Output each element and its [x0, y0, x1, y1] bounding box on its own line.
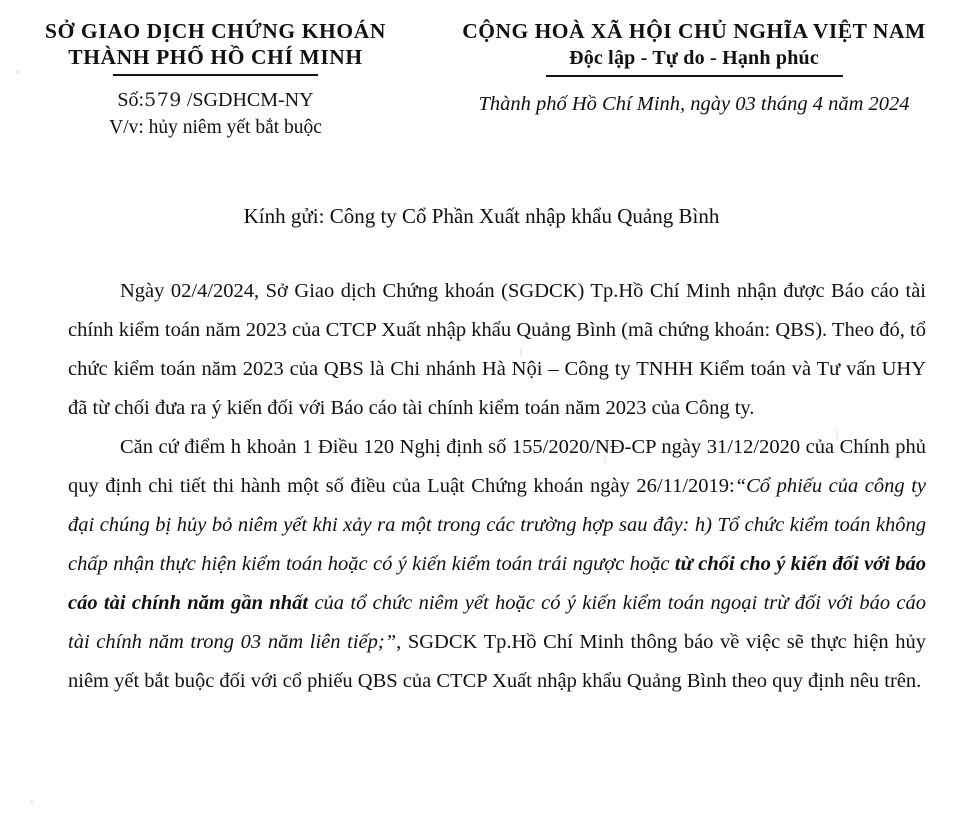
quoted-regulation-emphasis: từ chối cho ý kiến đối với báo cáo tài chính năm gần nhất — [68, 553, 926, 614]
scan-artifact — [30, 800, 33, 803]
organization-name-line1: SỞ GIAO DỊCH CHỨNG KHOÁN — [45, 19, 386, 43]
document-body — [68, 272, 926, 701]
national-motto: Độc lập - Tự do - Hạnh phúc — [569, 47, 819, 69]
document-number-suffix: /SGDHCM-NY — [186, 89, 314, 111]
document-header — [0, 0, 963, 150]
recipient-line: Kính gửi: Công ty Cổ Phần Xuất nhập khẩu Quảng Bình — [243, 204, 720, 228]
document-number-value: 579 — [144, 89, 182, 111]
quoted-regulation-opening: “Cổ phiếu của công ty đại chúng bị hủy bỏ niêm yết khi xảy ra một trong các trường hợp sau đây: h) Tổ chức kiểm toán không chấp nhận thực hiện kiểm toán hoặc có ý kiến kiểm toán trái ngược hoặc — [68, 475, 926, 575]
header-divider-left — [113, 74, 318, 76]
body-paragraph-2 — [68, 428, 926, 701]
paragraph-2-lead-text: Căn cứ điểm h khoản 1 Điều 120 Nghị định số 155/2020/NĐ-CP ngày 31/12/2020 của Chính phủ quy định chi tiết thi hành một số điều của Luật Chứng khoán ngày 26/11/2019: — [68, 436, 926, 497]
document-number-line — [8, 87, 423, 114]
body-paragraph-1: Ngày 02/4/2024, Sở Giao dịch Chứng khoán (SGDCK) Tp.Hồ Chí Minh nhận được Báo cáo tài chính kiểm toán năm 2023 của CTCP Xuất nhập khẩu Quảng Bình (mã chứng khoán: QBS). Theo đó, tổ chức kiểm toán năm 2023 của QBS là Chi nhánh Hà Nội – Công ty TNHH Kiểm toán và Tư vấn UHY đã từ chối đưa ra ý kiến đối với Báo cáo tài chính kiểm toán năm 2023 của Công ty. — [68, 280, 926, 419]
document-subject-line — [8, 114, 423, 141]
subject-label: V/v: — [109, 117, 144, 138]
subject-text: hủy niêm yết bắt buộc — [148, 117, 322, 138]
national-heading-block — [430, 18, 958, 118]
issuing-organization-block — [8, 18, 423, 141]
paragraph-2-trailing-text: , SGDCK Tp.Hồ Chí Minh thông báo về việc sẽ thực hiện hủy niêm yết bắt buộc đối với cổ phiếu QBS của CTCP Xuất nhập khẩu Quảng Bình theo quy định nêu trên. — [68, 631, 926, 692]
document-number-label: Số: — [117, 89, 145, 111]
organization-name-line2: THÀNH PHỐ HỒ CHÍ MINH — [68, 45, 363, 69]
quoted-regulation-closing: của tổ chức niêm yết hoặc có ý kiến kiểm toán ngoại trừ đối với báo cáo tài chính năm trong 03 năm liên tiếp;” — [68, 592, 927, 653]
header-divider-right — [546, 75, 843, 77]
place-and-date: Thành phố Hồ Chí Minh, ngày 03 tháng 4 năm 2024 — [478, 93, 910, 115]
national-title: CỘNG HOÀ XÃ HỘI CHỦ NGHĨA VIỆT NAM — [462, 19, 926, 43]
